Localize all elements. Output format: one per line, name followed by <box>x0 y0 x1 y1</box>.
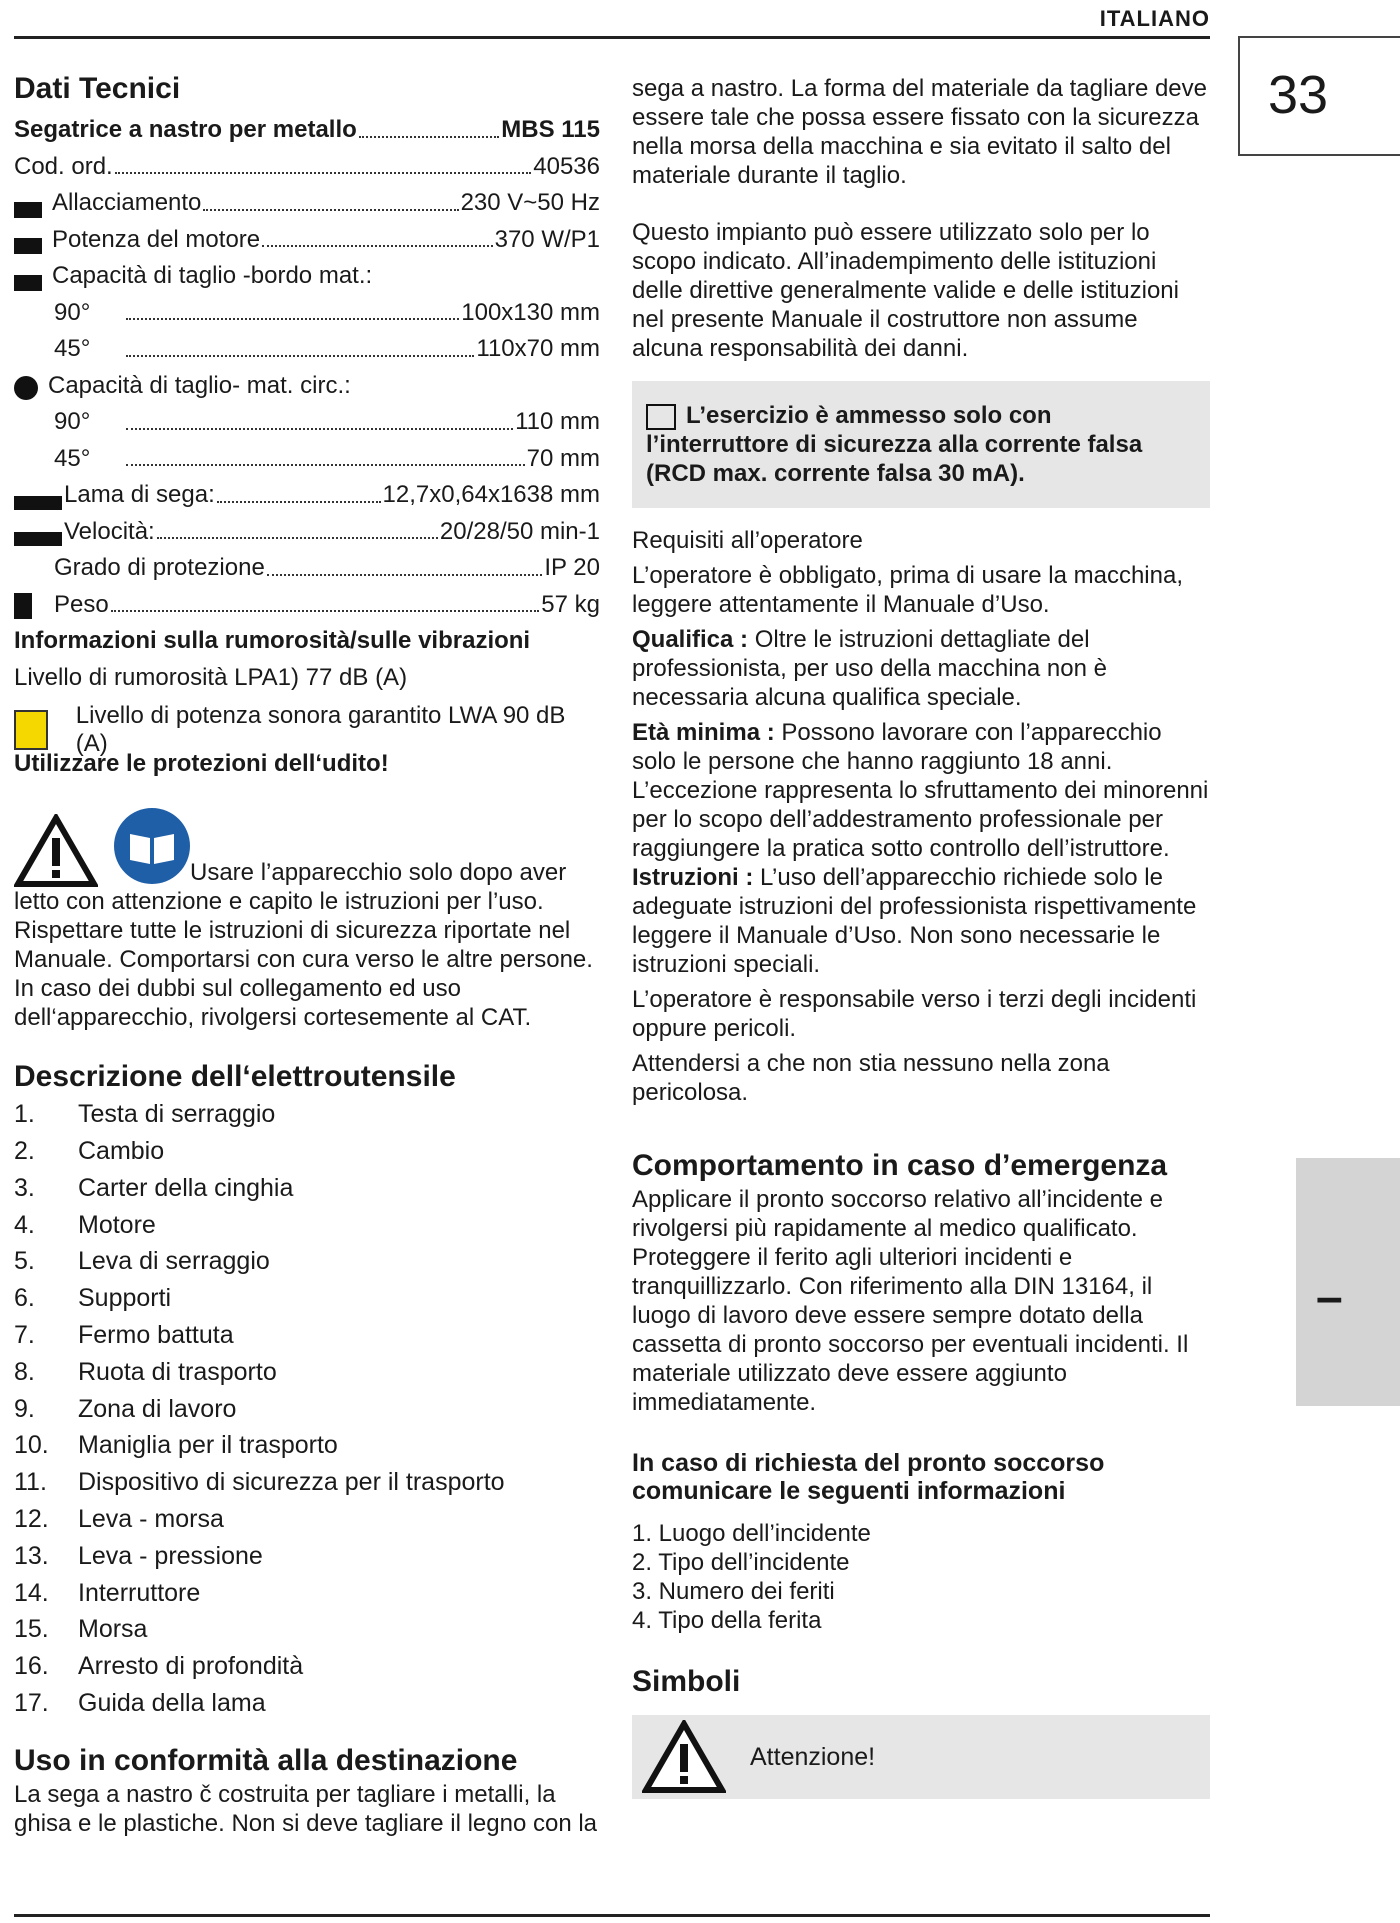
usage-title: Uso in conformità alla destinazione <box>14 1743 518 1777</box>
noise-level: Livello di rumorosità LPA1) 77 dB (A) <box>14 663 408 691</box>
ear-protection-icon <box>14 710 48 750</box>
description-item: 16. Arresto di profondità <box>14 1652 304 1681</box>
product-row: Segatrice a nastro per metallo MBS 115 <box>14 116 600 143</box>
section-tab-mark: – <box>1316 1271 1343 1324</box>
manual-text: Usare l’apparecchio solo dopo aver letto con attenzione e capito le istruzioni per l’uso. Rispettare tutte le istruzioni di sicurezza riportate nel Manuale. Comportarsi con cura verso le altre persone. In caso dei dubbi sul collegamento ed uso dell‘apparecchio, rivolgersi cortesemente al CAT. <box>14 859 593 1031</box>
manual-icons <box>14 812 600 888</box>
right-column <box>632 74 1210 1799</box>
description-item: 11. Dispositivo di sicurezza per il trasporto <box>14 1468 505 1497</box>
rect-material-icon <box>14 275 42 291</box>
ear-protect-text: Utilizzare le protezioni dell‘udito! <box>14 750 389 777</box>
round-material-icon <box>14 376 38 400</box>
first-aid-item: 4. Tipo della ferita <box>632 1607 822 1634</box>
power-row: Potenza del motore 370 W/P1 <box>14 218 600 255</box>
sound-power-row: Livello di potenza sonora garantito LWA 90 dB (A) <box>14 710 600 750</box>
cod-row: Cod. ord. 40536 <box>14 152 600 180</box>
prot-row: Grado di protezione IP 20 <box>54 554 600 581</box>
noise-title: Informazioni sulla rumorosità/sulle vibrazioni <box>14 627 531 654</box>
rcd-warning: L’esercizio è ammesso solo con l’interruttore di sicurezza alla corrente falsa (RCD max. corrente falsa 30 mA). <box>632 381 1210 508</box>
r45-row: 45° 110x70 mm <box>54 335 600 362</box>
description-item: 5. Leva di serraggio <box>14 1247 270 1276</box>
tech-title: Dati Tecnici <box>14 72 181 105</box>
usage-p1-continued: sega a nastro. La forma del materiale da tagliare deve essere tale che possa essere fissato con la sicurezza nella morsa della macchina e sia evitato il salto del materiale durante il taglio. <box>632 75 1208 189</box>
instructions: Istruzioni : L’uso dell’apparecchio richiede solo le adeguate istruzioni del professionista rispettivamente leggere il Manuale d’Uso. Non sono necessarie le istruzioni speciali. <box>632 864 1197 978</box>
description-list <box>14 1096 600 1722</box>
description-item: 13. Leva - pressione <box>14 1541 263 1570</box>
qualification: Qualifica : Oltre le istruzioni dettagliate del professionista, per uso della macchina non è necessaria alcuna qualifica speciale. <box>632 626 1107 711</box>
bottom-rule <box>14 1914 1210 1917</box>
description-item: 8. Ruota di trasporto <box>14 1357 277 1386</box>
blade-icon <box>14 496 62 510</box>
c90-row: 90° 110 mm <box>54 408 600 435</box>
description-title: Descrizione dell‘elettroutensile <box>14 1060 456 1093</box>
description-item: 4. Motore <box>14 1210 156 1239</box>
blade-row: Lama di sega: 12,7x0,64x1638 mm <box>14 473 600 510</box>
exception: L’eccezione rappresenta lo sfruttamento dei minorenni per lo scopo dell’addestramento professionale per raggiungere la pratica sotto controllo dell’istruttore. <box>632 777 1209 862</box>
page-number: 33 <box>1268 65 1329 125</box>
first-aid-item: 1. Luogo dell’incidente <box>632 1520 871 1547</box>
description-item: 10. Maniglia per il trasporto <box>14 1431 338 1460</box>
warning-icon <box>646 404 676 430</box>
description-item: 15. Morsa <box>14 1615 148 1644</box>
attention-symbol-box <box>632 1715 1210 1799</box>
language-label: ITALIANO <box>1099 6 1210 31</box>
top-rule <box>14 36 1210 39</box>
description-item: 6. Supporti <box>14 1284 172 1313</box>
cap-round-row: Capacità di taglio- mat. circ.: <box>14 364 600 401</box>
section-tab <box>1296 1158 1400 1406</box>
speed-icon <box>14 532 62 546</box>
r90-row: 90° 100x130 mm <box>54 298 600 326</box>
responsible: L’operatore è responsabile verso i terzi degli incidenti oppure pericoli. <box>632 986 1197 1042</box>
wait: Attendersi a che non stia nessuno nella zona pericolosa. <box>632 1050 1110 1106</box>
description-item: 7. Fermo battuta <box>14 1320 234 1349</box>
speed-row: Velocità: 20/28/50 min-1 <box>14 510 600 547</box>
symbols-title: Simboli <box>632 1665 741 1698</box>
first-aid-item: 2. Tipo dell’incidente <box>632 1549 850 1576</box>
operator-p1: L’operatore è obbligato, prima di usare la macchina, leggere attentamente il Manuale d’Uso. <box>632 562 1183 618</box>
minimum-age: Età minima : Possono lavorare con l’apparecchio solo le persone che hanno raggiunto 18 anni. <box>632 719 1162 775</box>
operator-title: Requisiti all’operatore <box>632 527 863 554</box>
warning-icon <box>14 814 98 888</box>
weight-row: Peso 57 kg <box>14 583 600 620</box>
weight-icon <box>14 593 32 619</box>
left-column <box>14 70 600 1838</box>
description-item: 12. Leva - morsa <box>14 1504 224 1533</box>
usage-p1-start: La sega a nastro č costruita per tagliare i metalli, la ghisa e le plastiche. Non si deve tagliare il legno con la <box>14 1780 598 1837</box>
emergency-title: Comportamento in caso d’emergenza <box>632 1149 1168 1182</box>
first-aid-info-title: In caso di richiesta del pronto soccorso comunicare le seguenti informazioni <box>632 1449 1105 1505</box>
description-item: 3. Carter della cinghia <box>14 1173 294 1202</box>
read-manual-icon <box>112 806 192 886</box>
first-aid-list <box>632 1519 1210 1635</box>
description-item: 2. Cambio <box>14 1136 165 1165</box>
description-item: 17. Guida della lama <box>14 1688 266 1717</box>
description-item: 9. Zona di lavoro <box>14 1394 237 1423</box>
c45-row: 45° 70 mm <box>54 444 600 472</box>
plug-icon <box>14 202 42 218</box>
emergency-text: Applicare il pronto soccorso relativo all’incidente e rivolgersi più rapidamente al medico qualificato. Proteggere il ferito agli ulteriori incidenti e tranquillizzarlo. Con riferimento alla DIN 13164, il luogo di lavoro deve essere sempre dotato della cassetta di pronto soccorso per eventuali incidenti. Il materiale utilizzato deve essere aggiunto immediatamente. <box>632 1186 1189 1416</box>
first-aid-item: 3. Numero dei feriti <box>632 1578 835 1605</box>
conn-row: Allacciamento 230 V~50 Hz <box>14 181 600 218</box>
motor-icon <box>14 238 42 254</box>
attention-text: Attenzione! <box>750 1742 876 1771</box>
cap-rect-row: Capacità di taglio -bordo mat.: <box>14 254 600 291</box>
description-item: 14. Interruttore <box>14 1578 201 1607</box>
warning-icon <box>642 1720 726 1794</box>
description-item: 1. Testa di serraggio <box>14 1100 276 1129</box>
usage-p2: Questo impianto può essere utilizzato solo per lo scopo indicato. All’inadempimento delle istituzioni delle direttive generalmente valide e delle istituzioni nel presente Manuale il costruttore non assume alcuna responsabilità dei danni. <box>632 219 1179 362</box>
